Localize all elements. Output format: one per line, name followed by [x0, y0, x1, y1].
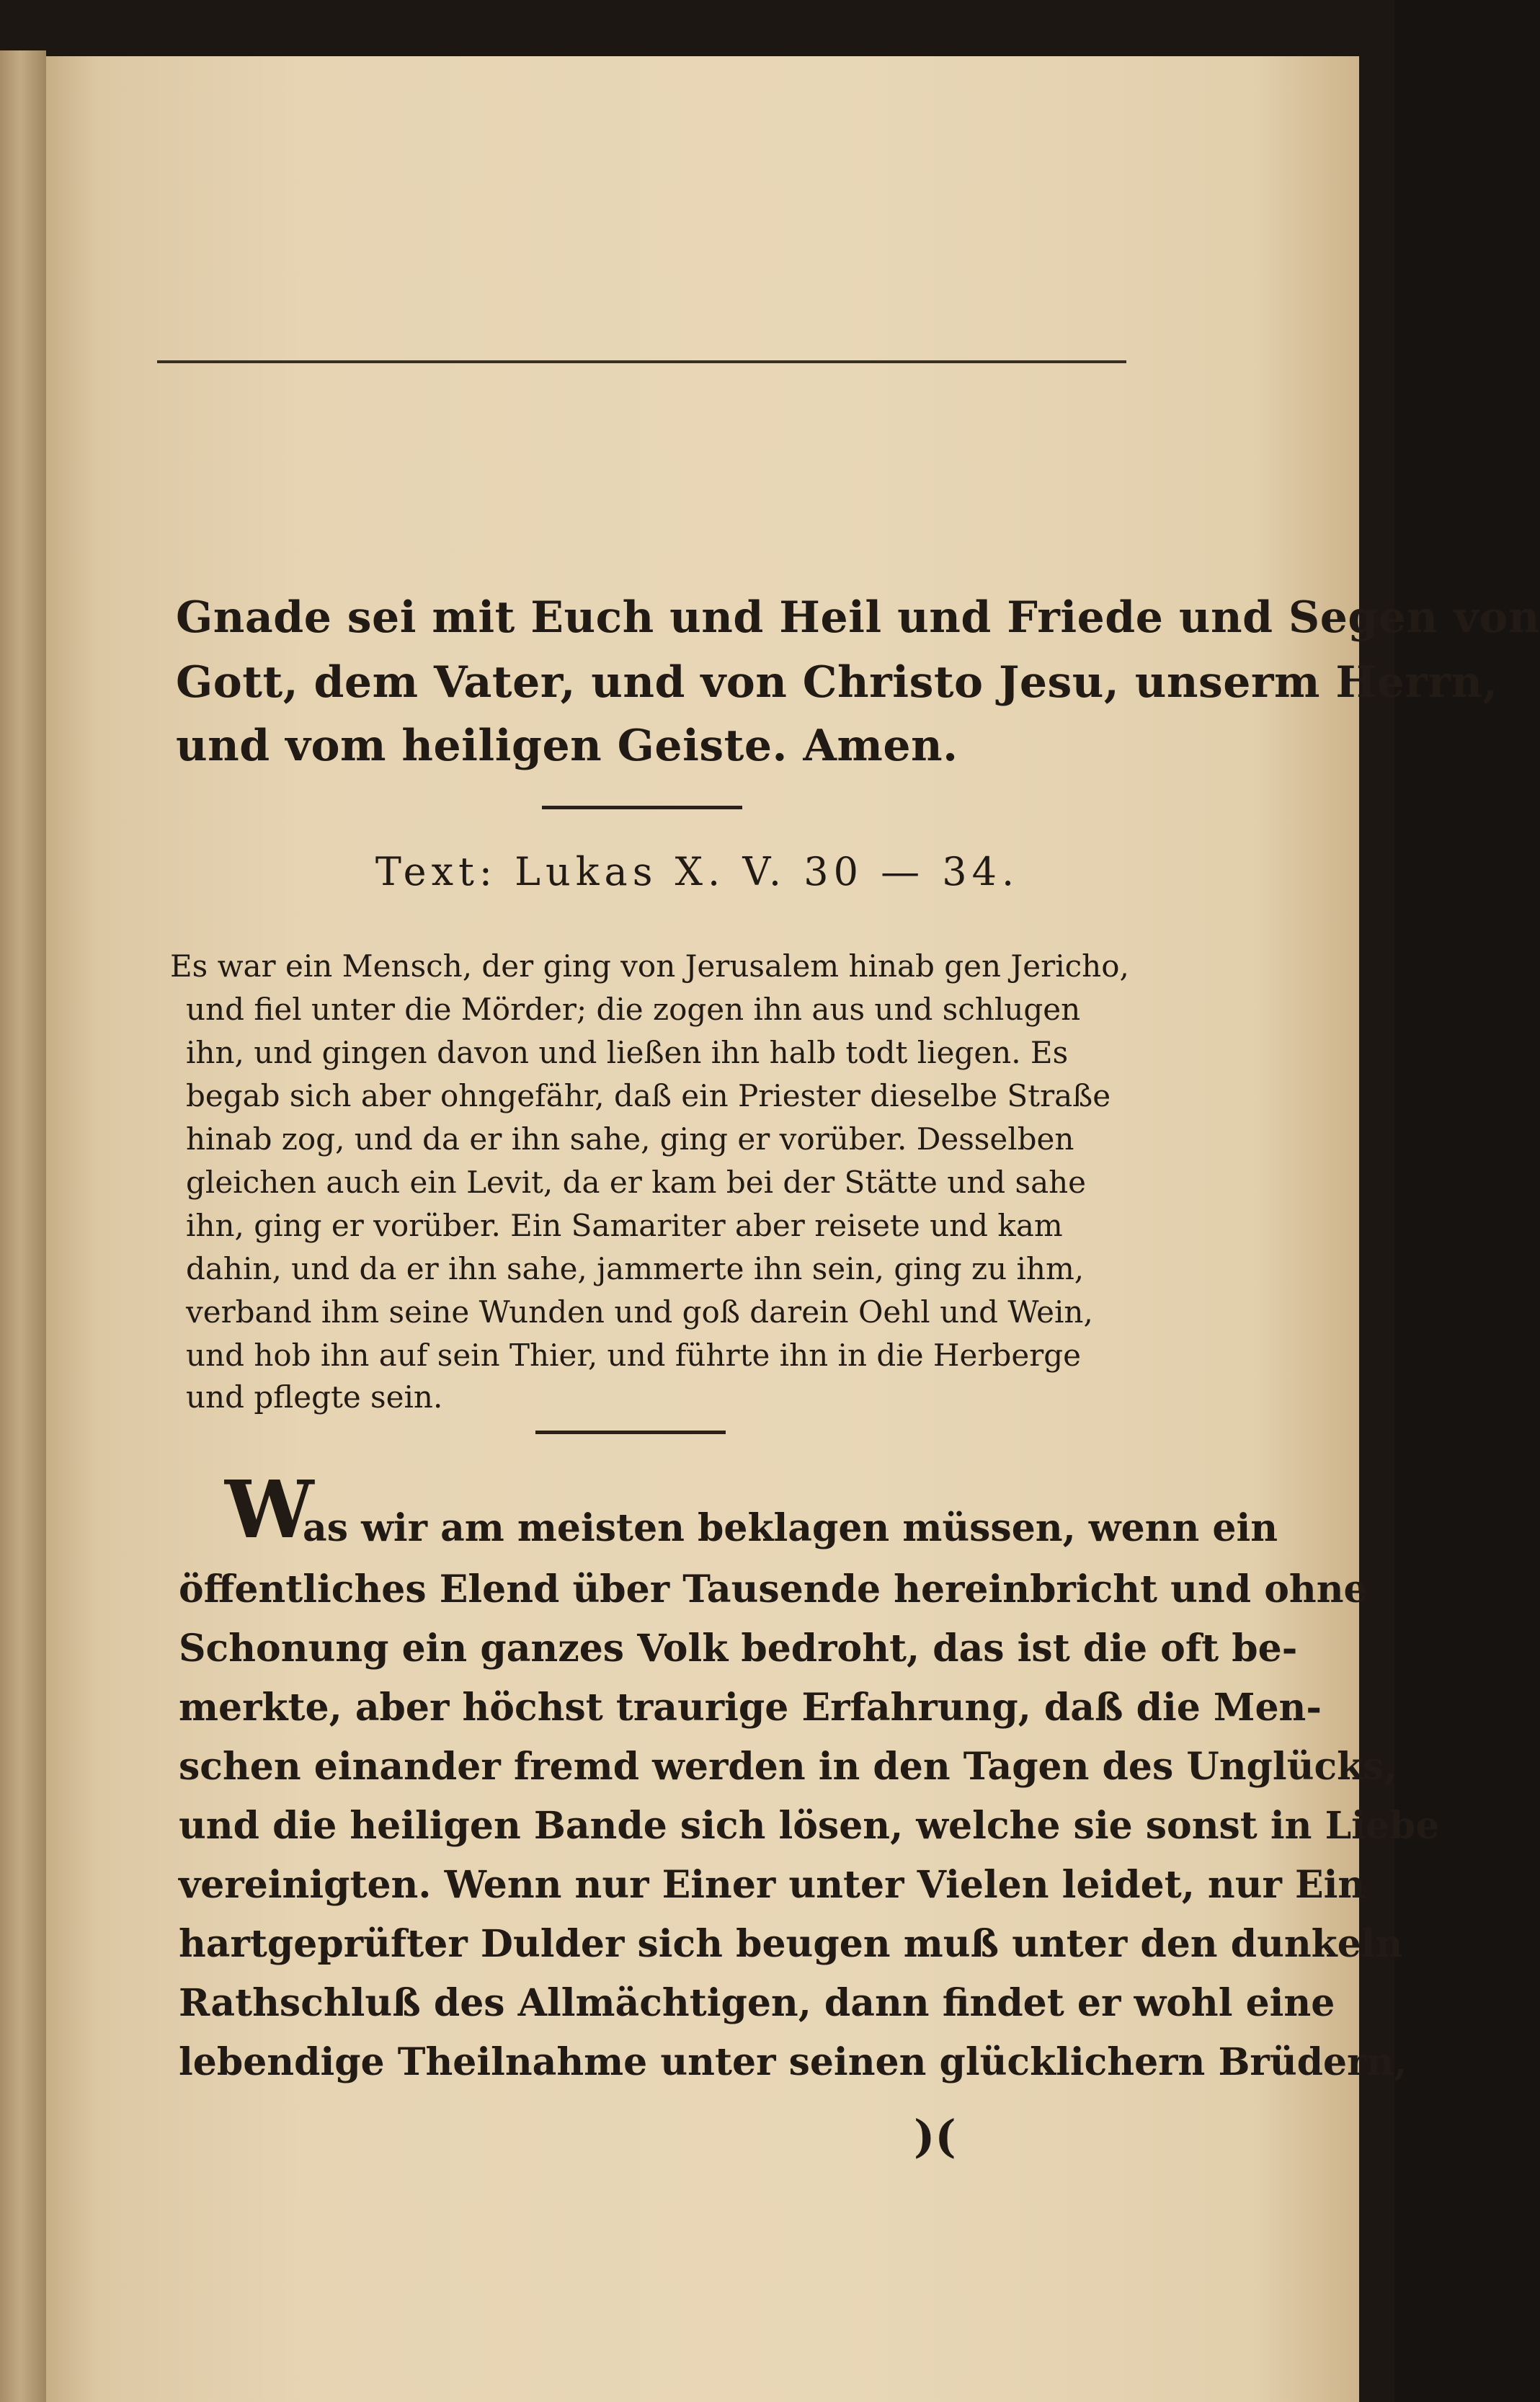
- scripture-line: dahin, und da er ihn sahe, jammerte ihn sein, ging zu ihm,: [186, 1251, 1085, 1286]
- scripture-line: ihn, und gingen davon und ließen ihn halb todt liegen. Es: [186, 1035, 1069, 1070]
- scripture-line: und hob ihn auf sein Thier, und führte ihn in die Herberge: [186, 1338, 1082, 1373]
- scripture-line: und pflegte sein.: [186, 1379, 443, 1415]
- blessing-line: Gnade sei mit Euch und Heil und Friede und Segen von: [176, 592, 1540, 643]
- sermon-line: merkte, aber höchst traurige Erfahrung, daß die Men-: [179, 1686, 1322, 1730]
- scripture-line: verband ihm seine Wunden und goß darein Oehl und Wein,: [186, 1294, 1093, 1330]
- signature-mark: )(: [914, 2110, 956, 2163]
- scripture-line: und fiel unter die Mörder; die zogen ihn aus und schlugen: [186, 992, 1081, 1027]
- sermon-line: schen einander fremd werden in den Tagen des Unglücks,: [179, 1745, 1397, 1789]
- sermon-line: Rathschluß des Allmächtigen, dann findet er wohl eine: [179, 1981, 1335, 2025]
- blessing-line: Gott, dem Vater, und von Christo Jesu, unserm Herrn,: [176, 657, 1498, 708]
- left-page-edge: [0, 50, 46, 2402]
- section-divider: [542, 806, 742, 809]
- sermon-line: und die heiligen Bande sich lösen, welche sie sonst in Liebe: [179, 1804, 1440, 1848]
- sermon-line: as wir am meisten beklagen müssen, wenn ein: [303, 1506, 1278, 1550]
- sermon-line: hartgeprüfter Dulder sich beugen muß unter den dunkeln: [179, 1922, 1403, 1966]
- sermon-line: Schonung ein ganzes Volk bedroht, das ist die oft be-: [179, 1627, 1298, 1671]
- scripture-line: hinab zog, und da er ihn sahe, ging er vorüber. Desselben: [186, 1121, 1074, 1157]
- sermon-line: vereinigten. Wenn nur Einer unter Vielen leidet, nur Ein: [179, 1863, 1366, 1907]
- scripture-line: gleichen auch ein Levit, da er kam bei der Stätte und sahe: [186, 1165, 1087, 1200]
- scripture-line: Es war ein Mensch, der ging von Jerusalem hinab gen Jericho,: [170, 948, 1129, 984]
- drop-cap: W: [225, 1463, 314, 1556]
- text-heading: Text: Lukas X. V. 30 — 34.: [375, 849, 1020, 894]
- header-rule: [157, 360, 1126, 363]
- blessing-line: und vom heiligen Geiste. Amen.: [176, 721, 958, 771]
- sermon-line: öffentliches Elend über Tausende hereinbricht und ohne: [179, 1567, 1368, 1611]
- sermon-line: lebendige Theilnahme unter seinen glücklichern Brüdern,: [179, 2040, 1407, 2084]
- scripture-line: begab sich aber ohngefähr, daß ein Priester dieselbe Straße: [186, 1078, 1111, 1113]
- section-divider: [535, 1431, 726, 1434]
- scripture-line: ihn, ging er vorüber. Ein Samariter aber reisete und kam: [186, 1208, 1063, 1243]
